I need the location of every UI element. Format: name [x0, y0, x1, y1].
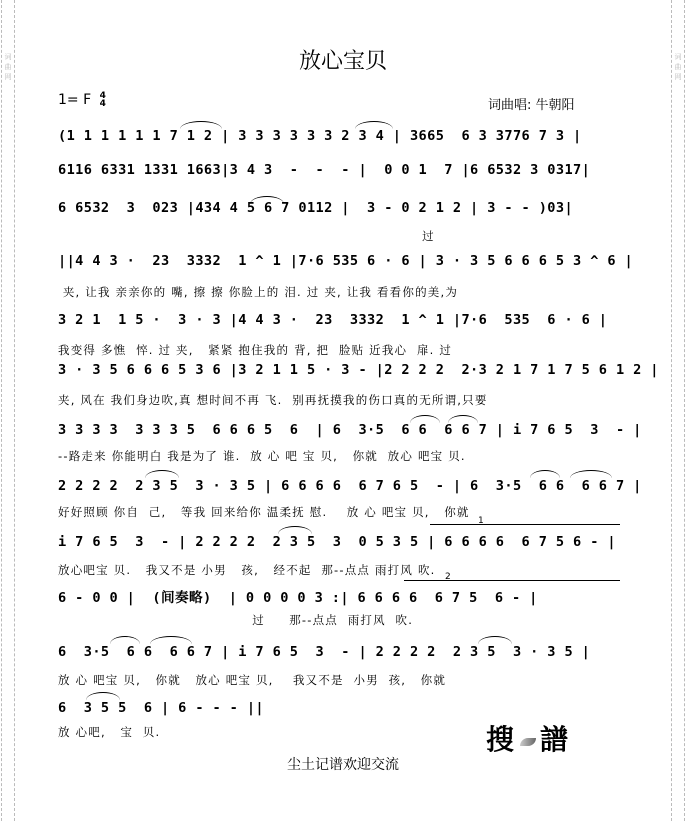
volta-number-1: 1 — [478, 516, 484, 526]
lyric-row: 放 心 吧宝 贝, 你就 放心 吧宝 贝, 我又不是 小男 孩, 你就 — [58, 673, 447, 687]
key-signature — [58, 92, 106, 108]
credit-line: 词曲唱: 牛朝阳 — [488, 98, 575, 113]
feather-icon — [520, 738, 536, 746]
volta-bracket-2 — [404, 580, 620, 581]
notation-row: 3 3 3 3 3 3 3 5 6 6 6 5 6 | 6 3·5 6 6 6 6 7 | i 7 6 5 3 - | — [58, 422, 642, 438]
notation-row: 6 - 0 0 | (间奏略) | 0 0 0 0 3 :| 6 6 6 6 6 7 5 6 - | — [58, 590, 538, 606]
notation-row: 3 2 1 1 5 · 3 · 3 |4 4 3 · 23 3332 1 ^ 1 |7·6 535 6 · 6 | — [58, 312, 608, 328]
lyric-row: 夹, 风在 我们身边吹,真 想时间不再 飞. 别再抚摸我的伤口真的无所谓,只要 — [58, 393, 488, 407]
lyric-row: 放 心吧, 宝 贝. — [58, 725, 161, 739]
slur-mark — [150, 636, 192, 644]
lyric-row: 夹, 让我 亲亲你的 嘴, 擦 擦 你脸上的 泪. 过 夹, 让我 看看你的美,为 — [58, 285, 459, 299]
notation-row: 6 6532 3 023 |434 4 5 6 7 0112 | 3 - 0 2 1 2 | 3 - - )03| — [58, 200, 574, 216]
slur-mark — [180, 121, 222, 129]
slur-mark — [355, 121, 393, 129]
volta-bracket-1 — [430, 524, 620, 525]
notation-row: i 7 6 5 3 - | 2 2 2 2 2 3 5 3 0 5 3 5 | 6 6 6 6 6 7 5 6 - | — [58, 534, 616, 550]
lyric-row: --路走来 你能明白 我是为了 谁. 放 心 吧 宝 贝, 你就 放心 吧宝 贝. — [58, 449, 466, 463]
lyric-row: 过 — [58, 229, 435, 243]
slur-mark — [410, 415, 440, 423]
notation-row: 6 3·5 6 6 6 6 7 | i 7 6 5 3 - | 2 2 2 2 2 3 5 3 · 3 5 | — [58, 644, 591, 660]
side-mark: 词曲网 — [4, 53, 12, 81]
notation-row: 6 3 5 5 6 | 6 - - - || — [58, 700, 265, 716]
notation-row: (1 1 1 1 1 1 7 1 2 | 3 3 3 3 3 3 2 3 4 | 3665 6 3 3776 7 3 | — [58, 128, 582, 144]
slur-mark — [478, 636, 512, 644]
notation-row: 2 2 2 2 2 3 5 3 · 3 5 | 6 6 6 6 6 7 6 5 - | 6 3·5 6 6 6 6 7 | — [58, 478, 642, 494]
lyric-row: 我变得 多憔 悴. 过 夹, 紧紧 抱住我的 背, 把 脸贴 近我心 扉. 过 — [58, 343, 453, 357]
slur-mark — [448, 415, 478, 423]
meter-bottom: 4 — [99, 99, 106, 109]
slur-mark — [570, 470, 612, 478]
slur-mark — [110, 636, 140, 644]
meter-top: 4 — [99, 91, 106, 101]
slur-mark — [278, 526, 312, 534]
left-watermark-strip — [1, 0, 15, 821]
right-watermark-strip — [671, 0, 685, 821]
slur-mark — [530, 470, 560, 478]
lyric-row: 过 那--点点 雨打风 吹. — [58, 613, 414, 627]
lyric-row: 放心吧宝 贝. 我又不是 小男 孩, 经不起 那--点点 雨打风 吹. — [58, 563, 436, 577]
logo-char-right: 譜 — [540, 723, 571, 756]
side-mark: 词曲网 — [674, 53, 682, 81]
slur-mark — [145, 470, 179, 478]
notation-row: ||4 4 3 · 23 3332 1 ^ 1 |7·6 535 6 · 6 | 3 · 3 5 6 6 6 5 3 ^ 6 | — [58, 253, 634, 269]
logo-char-left: 搜 — [486, 723, 517, 756]
notation-row: 3 · 3 5 6 6 6 5 3 6 |3 2 1 1 5 · 3 - |2 2 2 2 2·3 2 1 7 1 7 5 6 1 2 | — [58, 362, 659, 378]
volta-number-2: 2 — [445, 572, 451, 582]
key-label: 1= F — [58, 92, 92, 108]
lyric-row: 好好照顾 你自 己, 等我 回来给你 温柔抚 慰. 放 心 吧宝 贝, 你就 — [58, 505, 470, 519]
song-title: 放心宝贝 — [298, 49, 387, 74]
slur-mark — [86, 692, 120, 700]
sopu-logo — [486, 718, 570, 758]
footer-note: 尘土记谱欢迎交流 — [287, 757, 399, 773]
time-signature — [100, 92, 106, 108]
slur-mark — [250, 196, 284, 204]
notation-row: 6116 6331 1331 1663|3 4 3 - - - | 0 0 1 7 |6 6532 3 0317| — [58, 162, 591, 178]
